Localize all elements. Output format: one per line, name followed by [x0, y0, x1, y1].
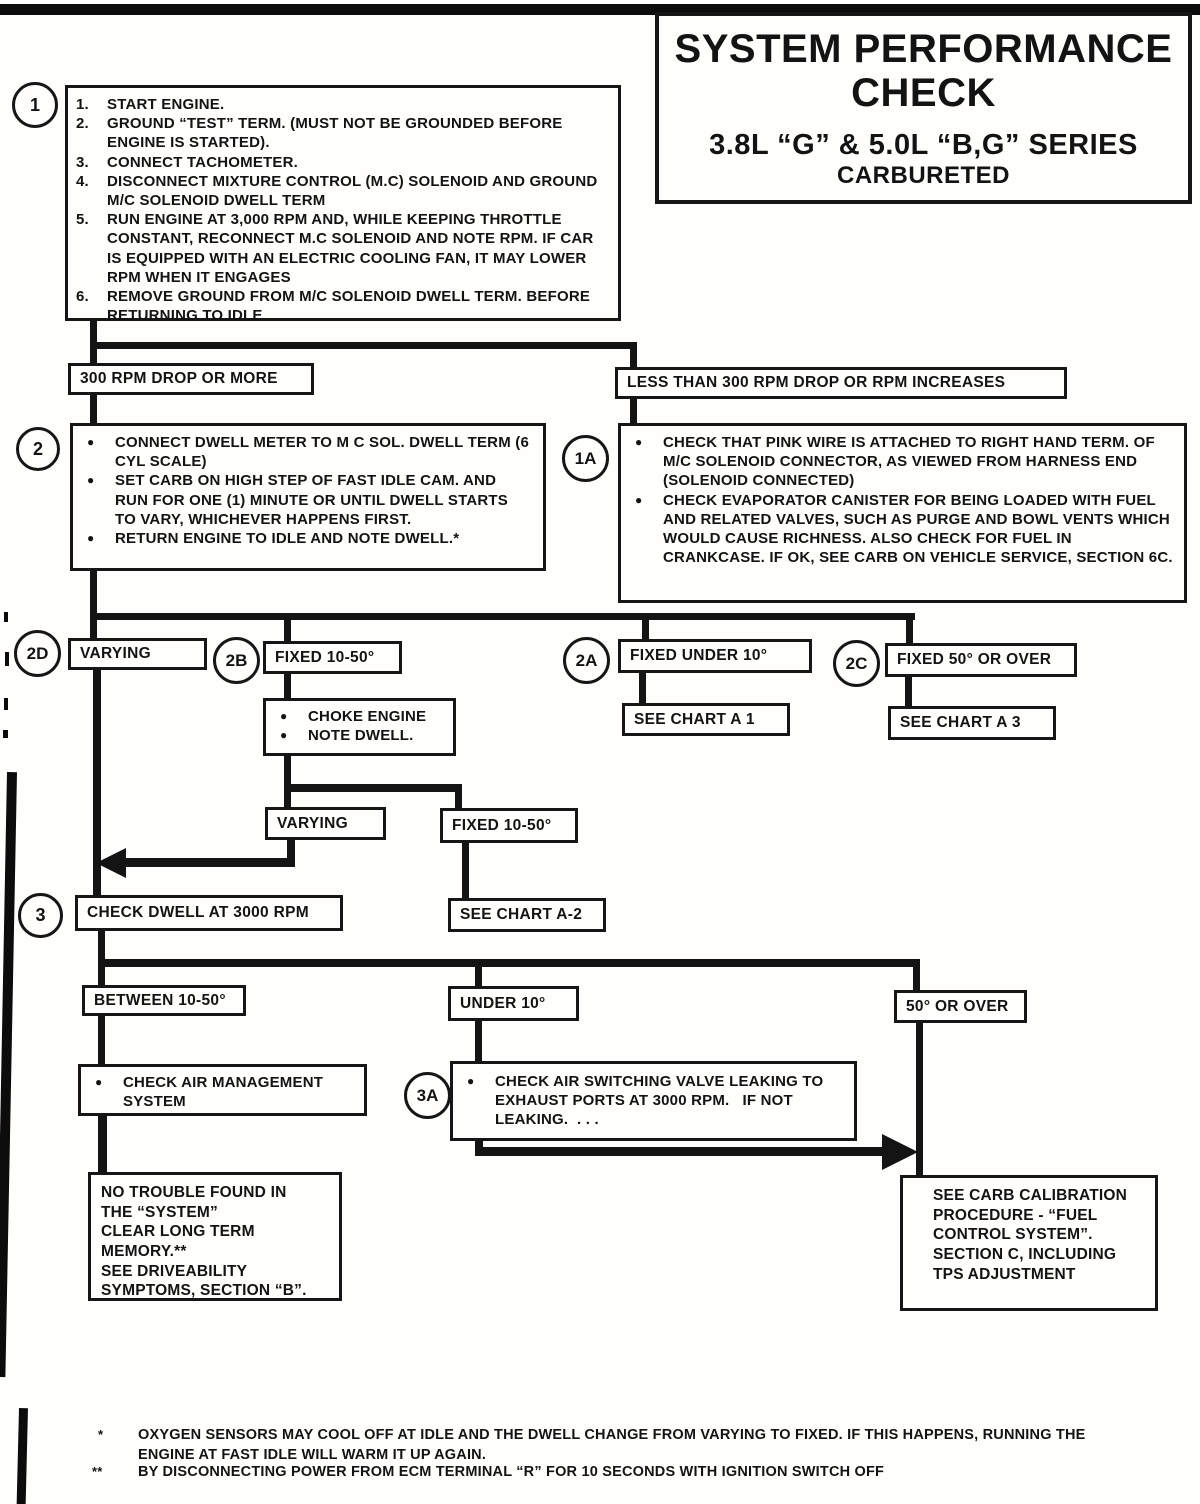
step-badge-3a-label: 3A [416, 1085, 439, 1105]
step1a-item-text: ● CHECK THAT PINK WIRE IS ATTACHED TO RIGHT HAND TERM. OF M/C SOLENOID CONNECTOR, AS VIEWED FROM HARNESS END (SOLENOID CONNECTED) [663, 434, 1155, 490]
branch-between-10-50-label: BETWEEN 10-50° [94, 991, 226, 1009]
step1a-box [618, 423, 1187, 603]
connector [630, 345, 637, 369]
air-management-text: ● CHECK AIR MANAGEMENT SYSTEM [123, 1074, 324, 1111]
footnote-1-marker: * [98, 1427, 104, 1442]
step1-item [76, 172, 608, 210]
connector [98, 1016, 105, 1066]
connector [90, 395, 97, 424]
branch-choke-varying-label: VARYING [277, 814, 348, 832]
step1-item-text: CONNECT TACHOMETER. [107, 153, 299, 171]
to-carb-cal-arrowhead [882, 1134, 918, 1170]
scan-artifact-left-bar [0, 772, 17, 1377]
step1a-item-text: ● CHECK EVAPORATOR CANISTER FOR BEING LOADED WITH FUEL AND RELATED VALVES, SUCH AS PURGE AND BOWL VENTS WHICH WOULD CAUSE RICHNESS. ALSO CHECK FOR FUEL IN CRANKCASE. IF OK, SEE CARB ON VEHICLE SERVICE, SECTION 6C. [663, 491, 1173, 567]
step-badge-2b [213, 637, 260, 684]
step-badge-2d-label: 2D [26, 643, 49, 663]
no-trouble-line: THE “SYSTEM” [101, 1203, 218, 1221]
scan-artifact-dash-2 [5, 652, 9, 666]
step-badge-2b-label: 2B [225, 650, 248, 670]
branch-less-300-rpm-label: LESS THAN 300 RPM DROP OR RPM INCREASES [627, 374, 1006, 391]
step-badge-2a-label: 2A [575, 650, 598, 670]
air-management-box [78, 1064, 367, 1116]
see-chart-a3-label: SEE CHART A 3 [900, 714, 1021, 731]
branch-fixed-10-50-2b-label: FIXED 10-50° [275, 648, 375, 666]
branch-50-or-over-label: 50° OR OVER [906, 997, 1009, 1015]
branch-50-or-over [894, 990, 1027, 1023]
carb-calibration-box [900, 1175, 1158, 1311]
step2-item [81, 433, 533, 471]
title-line-1: SYSTEM PERFORMANCE [674, 26, 1173, 71]
step2-item [81, 529, 533, 548]
connector [913, 963, 920, 990]
no-trouble-box [88, 1172, 342, 1301]
step-badge-3a [404, 1072, 451, 1119]
title-box [655, 12, 1192, 204]
scan-artifact-dash-3 [4, 698, 8, 710]
step1-box [65, 85, 621, 325]
footnote-2 [92, 1463, 1133, 1483]
no-trouble-line: CLEAR LONG TERM [101, 1223, 255, 1241]
air-switching-valve-box [450, 1061, 857, 1141]
branch-varying-2d [68, 638, 207, 670]
connector [90, 616, 97, 640]
branch-fixed-10-50-2b [263, 641, 402, 674]
step-badge-2a [563, 637, 610, 684]
title-line-3: 3.8L “G” & 5.0L “B,G” SERIES [709, 128, 1138, 161]
branch-choke-fixed-label: FIXED 10-50° [452, 816, 552, 834]
no-trouble-line: MEMORY.** [101, 1243, 187, 1261]
air-management-item [89, 1073, 354, 1111]
step-badge-2c-label: 2C [845, 653, 868, 673]
see-chart-a2-box [448, 898, 606, 932]
step1-item [76, 210, 608, 287]
connector [98, 963, 105, 985]
step-badge-3 [18, 893, 63, 938]
step1-item-text: START ENGINE. [107, 96, 225, 113]
air-switching-item [461, 1072, 844, 1130]
choke-item [274, 726, 443, 745]
connector [90, 345, 97, 365]
step-badge-1a [562, 435, 609, 482]
connector [475, 1147, 885, 1156]
air-switching-text: ● CHECK AIR SWITCHING VALVE LEAKING TO EXHAUST PORTS AT 3000 RPM. IF NOT LEAKING. . . . [495, 1073, 824, 1129]
connector [642, 616, 649, 641]
step-badge-2-label: 2 [32, 438, 43, 459]
footnote-2-marker: ** [92, 1464, 103, 1479]
see-chart-a1-box [622, 703, 790, 736]
no-trouble-line: SYMPTOMS, SECTION “B”. [101, 1282, 307, 1300]
step-badge-3-label: 3 [35, 905, 46, 925]
connector [455, 788, 462, 809]
connector [475, 1021, 482, 1063]
step2-item [81, 471, 533, 529]
branch-under-10-label: UNDER 10° [460, 994, 546, 1012]
step-badge-1-label: 1 [29, 94, 40, 115]
step1-item-text: REMOVE GROUND FROM M/C SOLENOID DWELL TERM. BEFORE RETURNING TO IDLE [107, 287, 591, 325]
step1-item [76, 287, 608, 325]
connector [90, 342, 637, 349]
carb-calibration-line: SEE CARB CALIBRATION [933, 1187, 1128, 1204]
choke-item-text: ● NOTE DWELL. [308, 727, 414, 745]
no-trouble-line: SEE DRIVEABILITY [101, 1262, 248, 1280]
step1-item [76, 95, 608, 114]
step1-item-num: 3. [76, 153, 89, 171]
carb-calibration-line: PROCEDURE - “FUEL [933, 1206, 1098, 1224]
step-badge-1a-label: 1A [574, 448, 597, 468]
step2-item-text: ● RETURN ENGINE TO IDLE AND NOTE DWELL.* [115, 529, 460, 547]
branch-fixed-under-10-2a [618, 639, 812, 673]
check-dwell-3000-label: CHECK DWELL AT 3000 RPM [87, 904, 309, 921]
connector [284, 788, 291, 808]
scan-artifact-left-bar-2 [17, 1408, 28, 1504]
step1-item-num: 4. [76, 172, 89, 190]
step2-box [70, 423, 546, 571]
title-line-2: CHECK [851, 70, 996, 115]
step2-item-text: ● CONNECT DWELL METER TO M C SOL. DWELL TERM (6 CYL SCALE) [115, 434, 529, 471]
branch-varying-2d-label: VARYING [80, 645, 151, 662]
branch-less-300-rpm [615, 367, 1067, 399]
step1-item-text: GROUND “TEST” TERM. (MUST NOT BE GROUNDED BEFORE ENGINE IS STARTED). [107, 115, 563, 152]
branch-300-rpm-drop-label: 300 RPM DROP OR MORE [80, 370, 278, 387]
branch-fixed-under-10-2a-label: FIXED UNDER 10° [630, 647, 768, 664]
choke-box [263, 698, 456, 756]
step1-item [76, 114, 608, 152]
connector [90, 613, 915, 620]
see-chart-a2-label: SEE CHART A-2 [460, 906, 583, 923]
step-badge-2d [14, 630, 61, 677]
connector [475, 963, 482, 986]
step-badge-2c [833, 640, 880, 687]
step1-item-text: DISCONNECT MIXTURE CONTROL (M.C) SOLENOID AND GROUND M/C SOLENOID DWELL TERM [107, 172, 598, 209]
branch-fixed-50-over-2c-label: FIXED 50° OR OVER [897, 651, 1052, 668]
connector [284, 674, 291, 700]
choke-item-text: ● CHOKE ENGINE [308, 708, 427, 725]
connector [284, 616, 291, 643]
choke-item [274, 707, 443, 726]
step-badge-1 [12, 82, 58, 128]
step2-item-text: ● SET CARB ON HIGH STEP OF FAST IDLE CAM. AND RUN FOR ONE (1) MINUTE OR UNTIL DWELL STARTS TO VARY, WHICHEVER HAPPENS FIRST. [115, 472, 508, 528]
see-chart-a1-label: SEE CHART A 1 [634, 710, 755, 728]
step1-item-num: 6. [76, 287, 89, 305]
connector [98, 959, 920, 967]
connector [118, 858, 295, 867]
connector [93, 670, 101, 897]
branch-under-10 [448, 986, 579, 1021]
connector [630, 399, 637, 424]
no-trouble-line: NO TROUBLE FOUND IN [101, 1184, 287, 1201]
step1-item-num: 5. [76, 211, 89, 229]
check-dwell-3000-box [75, 895, 343, 931]
branch-fixed-50-over-2c [885, 643, 1077, 677]
carb-calibration-line: TPS ADJUSTMENT [933, 1265, 1076, 1283]
connector [916, 1023, 923, 1176]
footnote-2-text: BY DISCONNECTING POWER FROM ECM TERMINAL “R” FOR 10 SECONDS WITH IGNITION SWITCH OFF [138, 1464, 885, 1480]
connector [905, 677, 912, 708]
branch-300-rpm-drop [68, 363, 314, 395]
step1a-item [629, 433, 1174, 491]
carb-calibration-line: CONTROL SYSTEM”. [933, 1226, 1093, 1244]
branch-choke-fixed [440, 808, 578, 843]
connector [906, 616, 913, 645]
step-badge-2 [16, 427, 60, 471]
step1-item-text: RUN ENGINE AT 3,000 RPM AND, WHILE KEEPING THROTTLE CONSTANT, RECONNECT M.C SOLENOID AND NOTE RPM. IF CAR IS EQUIPPED WITH AN ELECTRIC COOLING FAN, IT MAY LOWER RPM WHEN IT ENGAGES [107, 211, 594, 286]
branch-between-10-50 [82, 985, 246, 1016]
connector [98, 1116, 107, 1174]
branch-choke-varying [265, 807, 386, 840]
step1a-item [629, 491, 1174, 568]
footnote-1 [98, 1426, 1133, 1465]
scan-artifact-dash-4 [3, 730, 8, 738]
carb-calibration-line: SECTION C, INCLUDING [933, 1246, 1117, 1264]
connector [462, 843, 469, 900]
connector [639, 673, 646, 705]
step1-item [76, 153, 608, 172]
step1-item-num: 1. [76, 96, 89, 113]
scan-artifact-dash-1 [4, 612, 8, 622]
title-line-4: CARBURETED [837, 161, 1010, 189]
connector [284, 784, 462, 792]
step1-item-num: 2. [76, 115, 89, 133]
see-chart-a3-box [888, 706, 1056, 740]
footnote-1-text: OXYGEN SENSORS MAY COOL OFF AT IDLE AND THE DWELL CHANGE FROM VARYING TO FIXED. IF THIS HAPPENS, RUNNING THE ENGINE AT FAST IDLE WILL WARM IT UP AGAIN. [138, 1427, 1086, 1463]
